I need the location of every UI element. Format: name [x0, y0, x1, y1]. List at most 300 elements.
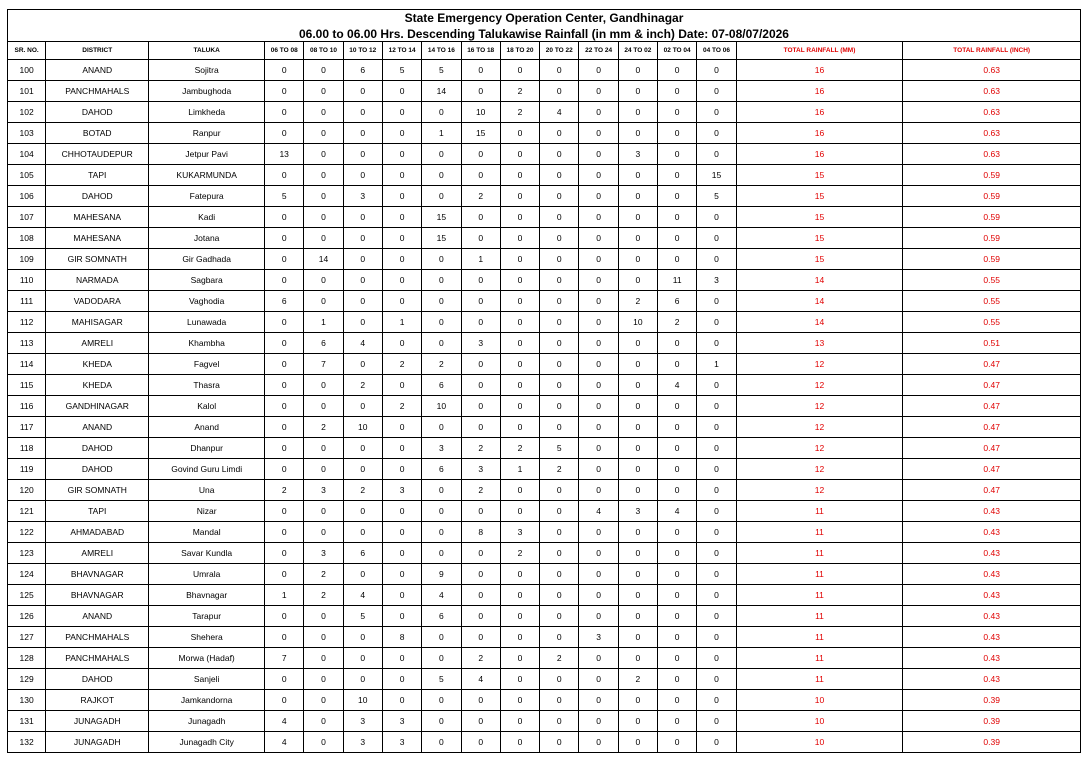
06-to-08-cell: 0: [265, 417, 304, 438]
02-to-04-cell: 0: [658, 732, 697, 753]
table-row: [8, 606, 1081, 627]
total-mm-cell: 10: [736, 690, 903, 711]
district-cell: DAHOD: [46, 438, 149, 459]
18-to-20-cell: 0: [500, 417, 539, 438]
total-mm-cell: 11: [736, 522, 903, 543]
12-to-14-cell: 0: [382, 438, 421, 459]
06-to-08-cell: 0: [265, 501, 304, 522]
district-cell: TAPI: [46, 165, 149, 186]
24-to-02-cell: 0: [618, 228, 657, 249]
18-to-20-cell: 0: [500, 501, 539, 522]
14-to-16-cell: 0: [422, 249, 461, 270]
22-to-24-cell: 0: [579, 354, 618, 375]
sr-no-cell: 128: [8, 648, 46, 669]
taluka-cell: Govind Guru Limdi: [149, 459, 265, 480]
22-to-24-cell: 0: [579, 564, 618, 585]
district-cell: TAPI: [46, 501, 149, 522]
12-to-14-cell: 3: [382, 480, 421, 501]
taluka-cell: Jamkandorna: [149, 690, 265, 711]
22-to-24-cell: 0: [579, 543, 618, 564]
04-to-06-cell: 0: [697, 396, 736, 417]
total-mm-cell: 16: [736, 144, 903, 165]
district-cell: CHHOTAUDEPUR: [46, 144, 149, 165]
taluka-cell: Fagvel: [149, 354, 265, 375]
sr-no-cell: 101: [8, 81, 46, 102]
14-to-16-cell: 5: [422, 669, 461, 690]
sr-no-cell: 107: [8, 207, 46, 228]
16-to-18-cell: 3: [461, 459, 500, 480]
sr-no-cell: 115: [8, 375, 46, 396]
10-to-12-cell: 0: [343, 564, 382, 585]
12-to-14-cell: 0: [382, 102, 421, 123]
06-to-08-cell: 5: [265, 186, 304, 207]
06-to-08-cell: 0: [265, 228, 304, 249]
02-to-04-cell: 0: [658, 585, 697, 606]
06-to-08-cell: 4: [265, 711, 304, 732]
sr-no-cell: 122: [8, 522, 46, 543]
sr-no-cell: 116: [8, 396, 46, 417]
14-to-16-cell: 0: [422, 543, 461, 564]
20-to-22-cell: 0: [540, 144, 579, 165]
18-to-20-cell: 0: [500, 144, 539, 165]
total-mm-cell: 11: [736, 627, 903, 648]
06-to-08-cell: 0: [265, 249, 304, 270]
report-title: State Emergency Operation Center, Gandhinagar: [8, 10, 1081, 27]
04-to-06-cell: 0: [697, 102, 736, 123]
table-row: [8, 144, 1081, 165]
total-inch-cell: 0.39: [903, 690, 1081, 711]
06-to-08-cell: 0: [265, 102, 304, 123]
10-to-12-cell: 0: [343, 249, 382, 270]
18-to-20-cell: 0: [500, 690, 539, 711]
10-to-12-cell: 3: [343, 711, 382, 732]
12-to-14-cell: 3: [382, 732, 421, 753]
24-to-02-cell: 10: [618, 312, 657, 333]
02-to-04-cell: 0: [658, 690, 697, 711]
10-to-12-cell: 0: [343, 354, 382, 375]
col-24-to-02-header: 24 TO 02: [618, 42, 657, 60]
20-to-22-cell: 0: [540, 207, 579, 228]
12-to-14-cell: 0: [382, 291, 421, 312]
04-to-06-cell: 5: [697, 186, 736, 207]
12-to-14-cell: 0: [382, 81, 421, 102]
total-inch-cell: 0.51: [903, 333, 1081, 354]
14-to-16-cell: 0: [422, 333, 461, 354]
total-inch-cell: 0.43: [903, 501, 1081, 522]
02-to-04-cell: 0: [658, 459, 697, 480]
22-to-24-cell: 0: [579, 669, 618, 690]
col-taluka-header: TALUKA: [149, 42, 265, 60]
08-to-10-cell: 2: [304, 564, 343, 585]
table-row: [8, 543, 1081, 564]
10-to-12-cell: 0: [343, 669, 382, 690]
10-to-12-cell: 4: [343, 333, 382, 354]
14-to-16-cell: 6: [422, 375, 461, 396]
rainfall-report: [7, 9, 1081, 753]
08-to-10-cell: 0: [304, 711, 343, 732]
taluka-cell: Nizar: [149, 501, 265, 522]
total-mm-cell: 12: [736, 438, 903, 459]
12-to-14-cell: 1: [382, 312, 421, 333]
taluka-cell: Savar Kundla: [149, 543, 265, 564]
sr-no-cell: 105: [8, 165, 46, 186]
06-to-08-cell: 0: [265, 312, 304, 333]
district-cell: BOTAD: [46, 123, 149, 144]
02-to-04-cell: 0: [658, 249, 697, 270]
table-row: [8, 669, 1081, 690]
04-to-06-cell: 0: [697, 249, 736, 270]
col-06-to-08-header: 06 TO 08: [265, 42, 304, 60]
taluka-cell: Tarapur: [149, 606, 265, 627]
total-inch-cell: 0.43: [903, 606, 1081, 627]
10-to-12-cell: 0: [343, 312, 382, 333]
taluka-cell: Sojitra: [149, 60, 265, 81]
18-to-20-cell: 0: [500, 312, 539, 333]
district-cell: PANCHMAHALS: [46, 81, 149, 102]
10-to-12-cell: 10: [343, 690, 382, 711]
02-to-04-cell: 0: [658, 81, 697, 102]
district-cell: VADODARA: [46, 291, 149, 312]
taluka-cell: Fatepura: [149, 186, 265, 207]
06-to-08-cell: 0: [265, 81, 304, 102]
14-to-16-cell: 0: [422, 522, 461, 543]
table-row: [8, 186, 1081, 207]
total-mm-cell: 16: [736, 81, 903, 102]
report-subtitle: 06.00 to 06.00 Hrs. Descending Talukawise Rainfall (in mm & inch) Date: 07-08/07/2026: [8, 26, 1081, 42]
22-to-24-cell: 0: [579, 522, 618, 543]
18-to-20-cell: 2: [500, 543, 539, 564]
16-to-18-cell: 0: [461, 564, 500, 585]
district-cell: MAHESANA: [46, 207, 149, 228]
22-to-24-cell: 0: [579, 102, 618, 123]
08-to-10-cell: 2: [304, 417, 343, 438]
08-to-10-cell: 2: [304, 585, 343, 606]
total-inch-cell: 0.43: [903, 627, 1081, 648]
sr-no-cell: 126: [8, 606, 46, 627]
20-to-22-cell: 0: [540, 711, 579, 732]
12-to-14-cell: 0: [382, 228, 421, 249]
district-cell: BHAVNAGAR: [46, 585, 149, 606]
table-row: [8, 501, 1081, 522]
12-to-14-cell: 0: [382, 186, 421, 207]
12-to-14-cell: 0: [382, 543, 421, 564]
08-to-10-cell: 0: [304, 627, 343, 648]
06-to-08-cell: 0: [265, 438, 304, 459]
02-to-04-cell: 0: [658, 711, 697, 732]
02-to-04-cell: 0: [658, 417, 697, 438]
22-to-24-cell: 0: [579, 396, 618, 417]
22-to-24-cell: 0: [579, 459, 618, 480]
total-mm-cell: 16: [736, 123, 903, 144]
district-cell: PANCHMAHALS: [46, 648, 149, 669]
total-mm-cell: 11: [736, 501, 903, 522]
24-to-02-cell: 0: [618, 417, 657, 438]
22-to-24-cell: 0: [579, 585, 618, 606]
06-to-08-cell: 4: [265, 732, 304, 753]
12-to-14-cell: 0: [382, 606, 421, 627]
table-row: [8, 564, 1081, 585]
20-to-22-cell: 0: [540, 396, 579, 417]
24-to-02-cell: 0: [618, 459, 657, 480]
18-to-20-cell: 2: [500, 81, 539, 102]
24-to-02-cell: 0: [618, 648, 657, 669]
18-to-20-cell: 0: [500, 732, 539, 753]
table-row: [8, 165, 1081, 186]
sr-no-cell: 108: [8, 228, 46, 249]
06-to-08-cell: 7: [265, 648, 304, 669]
10-to-12-cell: 0: [343, 648, 382, 669]
district-cell: KHEDA: [46, 375, 149, 396]
sr-no-cell: 113: [8, 333, 46, 354]
taluka-cell: Jotana: [149, 228, 265, 249]
taluka-cell: KUKARMUNDA: [149, 165, 265, 186]
total-inch-cell: 0.63: [903, 81, 1081, 102]
24-to-02-cell: 0: [618, 165, 657, 186]
col-04-to-06-header: 04 TO 06: [697, 42, 736, 60]
total-inch-cell: 0.47: [903, 396, 1081, 417]
16-to-18-cell: 0: [461, 606, 500, 627]
14-to-16-cell: 0: [422, 501, 461, 522]
24-to-02-cell: 0: [618, 732, 657, 753]
12-to-14-cell: 0: [382, 501, 421, 522]
04-to-06-cell: 0: [697, 711, 736, 732]
24-to-02-cell: 0: [618, 249, 657, 270]
12-to-14-cell: 0: [382, 522, 421, 543]
16-to-18-cell: 0: [461, 732, 500, 753]
sr-no-cell: 120: [8, 480, 46, 501]
total-mm-cell: 10: [736, 711, 903, 732]
col-20-to-22-header: 20 TO 22: [540, 42, 579, 60]
sr-no-cell: 129: [8, 669, 46, 690]
total-inch-cell: 0.59: [903, 207, 1081, 228]
20-to-22-cell: 0: [540, 354, 579, 375]
district-cell: MAHISAGAR: [46, 312, 149, 333]
total-inch-cell: 0.43: [903, 564, 1081, 585]
14-to-16-cell: 0: [422, 417, 461, 438]
total-mm-cell: 14: [736, 270, 903, 291]
24-to-02-cell: 2: [618, 669, 657, 690]
district-cell: MAHESANA: [46, 228, 149, 249]
sr-no-cell: 106: [8, 186, 46, 207]
20-to-22-cell: 0: [540, 60, 579, 81]
sr-no-cell: 119: [8, 459, 46, 480]
district-cell: DAHOD: [46, 669, 149, 690]
22-to-24-cell: 0: [579, 228, 618, 249]
table-row: [8, 333, 1081, 354]
08-to-10-cell: 0: [304, 165, 343, 186]
14-to-16-cell: 0: [422, 732, 461, 753]
06-to-08-cell: 0: [265, 270, 304, 291]
10-to-12-cell: 2: [343, 375, 382, 396]
08-to-10-cell: 0: [304, 102, 343, 123]
taluka-cell: Dhanpur: [149, 438, 265, 459]
sr-no-cell: 114: [8, 354, 46, 375]
04-to-06-cell: 0: [697, 417, 736, 438]
22-to-24-cell: 0: [579, 60, 618, 81]
12-to-14-cell: 0: [382, 564, 421, 585]
total-inch-cell: 0.55: [903, 291, 1081, 312]
20-to-22-cell: 0: [540, 270, 579, 291]
16-to-18-cell: 0: [461, 396, 500, 417]
02-to-04-cell: 11: [658, 270, 697, 291]
12-to-14-cell: 0: [382, 333, 421, 354]
22-to-24-cell: 0: [579, 291, 618, 312]
table-row: [8, 711, 1081, 732]
col-18-to-20-header: 18 TO 20: [500, 42, 539, 60]
taluka-cell: Jambughoda: [149, 81, 265, 102]
col-22-to-24-header: 22 TO 24: [579, 42, 618, 60]
total-inch-cell: 0.55: [903, 270, 1081, 291]
02-to-04-cell: 0: [658, 186, 697, 207]
sr-no-cell: 121: [8, 501, 46, 522]
08-to-10-cell: 0: [304, 459, 343, 480]
taluka-cell: Kadi: [149, 207, 265, 228]
table-row: [8, 375, 1081, 396]
22-to-24-cell: 0: [579, 270, 618, 291]
06-to-08-cell: 0: [265, 564, 304, 585]
16-to-18-cell: 0: [461, 81, 500, 102]
08-to-10-cell: 0: [304, 123, 343, 144]
22-to-24-cell: 4: [579, 501, 618, 522]
08-to-10-cell: 0: [304, 270, 343, 291]
18-to-20-cell: 0: [500, 606, 539, 627]
rainfall-table: [7, 9, 1081, 753]
04-to-06-cell: 0: [697, 312, 736, 333]
24-to-02-cell: 0: [618, 606, 657, 627]
08-to-10-cell: 0: [304, 648, 343, 669]
sr-no-cell: 132: [8, 732, 46, 753]
taluka-cell: Mandal: [149, 522, 265, 543]
18-to-20-cell: 0: [500, 270, 539, 291]
20-to-22-cell: 4: [540, 102, 579, 123]
22-to-24-cell: 0: [579, 312, 618, 333]
04-to-06-cell: 0: [697, 648, 736, 669]
22-to-24-cell: 0: [579, 480, 618, 501]
22-to-24-cell: 0: [579, 165, 618, 186]
total-mm-cell: 11: [736, 648, 903, 669]
06-to-08-cell: 0: [265, 459, 304, 480]
22-to-24-cell: 0: [579, 417, 618, 438]
14-to-16-cell: 15: [422, 207, 461, 228]
04-to-06-cell: 0: [697, 60, 736, 81]
12-to-14-cell: 0: [382, 459, 421, 480]
08-to-10-cell: 0: [304, 207, 343, 228]
20-to-22-cell: 2: [540, 648, 579, 669]
16-to-18-cell: 0: [461, 501, 500, 522]
02-to-04-cell: 0: [658, 354, 697, 375]
24-to-02-cell: 0: [618, 438, 657, 459]
taluka-cell: Umrala: [149, 564, 265, 585]
14-to-16-cell: 6: [422, 459, 461, 480]
20-to-22-cell: 0: [540, 585, 579, 606]
24-to-02-cell: 0: [618, 354, 657, 375]
02-to-04-cell: 0: [658, 144, 697, 165]
table-row: [8, 417, 1081, 438]
14-to-16-cell: 0: [422, 102, 461, 123]
district-cell: JUNAGADH: [46, 711, 149, 732]
total-inch-cell: 0.63: [903, 144, 1081, 165]
10-to-12-cell: 10: [343, 417, 382, 438]
sr-no-cell: 100: [8, 60, 46, 81]
08-to-10-cell: 0: [304, 690, 343, 711]
total-mm-cell: 11: [736, 543, 903, 564]
04-to-06-cell: 15: [697, 165, 736, 186]
district-cell: AHMADABAD: [46, 522, 149, 543]
08-to-10-cell: 0: [304, 81, 343, 102]
12-to-14-cell: 2: [382, 354, 421, 375]
table-row: [8, 123, 1081, 144]
14-to-16-cell: 0: [422, 165, 461, 186]
table-row: [8, 81, 1081, 102]
total-inch-cell: 0.59: [903, 228, 1081, 249]
24-to-02-cell: 2: [618, 291, 657, 312]
12-to-14-cell: 0: [382, 648, 421, 669]
taluka-cell: Junagadh City: [149, 732, 265, 753]
10-to-12-cell: 0: [343, 396, 382, 417]
10-to-12-cell: 0: [343, 522, 382, 543]
04-to-06-cell: 0: [697, 438, 736, 459]
04-to-06-cell: 0: [697, 333, 736, 354]
16-to-18-cell: 1: [461, 249, 500, 270]
20-to-22-cell: 0: [540, 417, 579, 438]
08-to-10-cell: 0: [304, 438, 343, 459]
04-to-06-cell: 0: [697, 585, 736, 606]
14-to-16-cell: 14: [422, 81, 461, 102]
14-to-16-cell: 1: [422, 123, 461, 144]
14-to-16-cell: 0: [422, 690, 461, 711]
total-mm-cell: 12: [736, 480, 903, 501]
col-08-to-10-header: 08 TO 10: [304, 42, 343, 60]
table-row: [8, 627, 1081, 648]
14-to-16-cell: 0: [422, 186, 461, 207]
02-to-04-cell: 0: [658, 480, 697, 501]
22-to-24-cell: 0: [579, 732, 618, 753]
02-to-04-cell: 0: [658, 228, 697, 249]
08-to-10-cell: 14: [304, 249, 343, 270]
08-to-10-cell: 1: [304, 312, 343, 333]
02-to-04-cell: 0: [658, 165, 697, 186]
total-inch-cell: 0.63: [903, 102, 1081, 123]
20-to-22-cell: 5: [540, 438, 579, 459]
col-10-to-12-header: 10 TO 12: [343, 42, 382, 60]
col-sr-no-header: SR. NO.: [8, 42, 46, 60]
04-to-06-cell: 0: [697, 669, 736, 690]
sr-no-cell: 112: [8, 312, 46, 333]
22-to-24-cell: 0: [579, 438, 618, 459]
col-total-inch-header: TOTAL RAINFALL (INCH): [903, 42, 1081, 60]
10-to-12-cell: 0: [343, 501, 382, 522]
10-to-12-cell: 0: [343, 102, 382, 123]
col-14-to-16-header: 14 TO 16: [422, 42, 461, 60]
24-to-02-cell: 0: [618, 81, 657, 102]
12-to-14-cell: 0: [382, 144, 421, 165]
24-to-02-cell: 0: [618, 270, 657, 291]
20-to-22-cell: 0: [540, 186, 579, 207]
14-to-16-cell: 15: [422, 228, 461, 249]
table-row: [8, 480, 1081, 501]
20-to-22-cell: 0: [540, 669, 579, 690]
table-row: [8, 270, 1081, 291]
column-header-row: [8, 42, 1081, 60]
04-to-06-cell: 0: [697, 627, 736, 648]
10-to-12-cell: 3: [343, 186, 382, 207]
taluka-cell: Thasra: [149, 375, 265, 396]
taluka-cell: Anand: [149, 417, 265, 438]
total-inch-cell: 0.47: [903, 459, 1081, 480]
taluka-cell: Gir Gadhada: [149, 249, 265, 270]
06-to-08-cell: 2: [265, 480, 304, 501]
18-to-20-cell: 0: [500, 375, 539, 396]
